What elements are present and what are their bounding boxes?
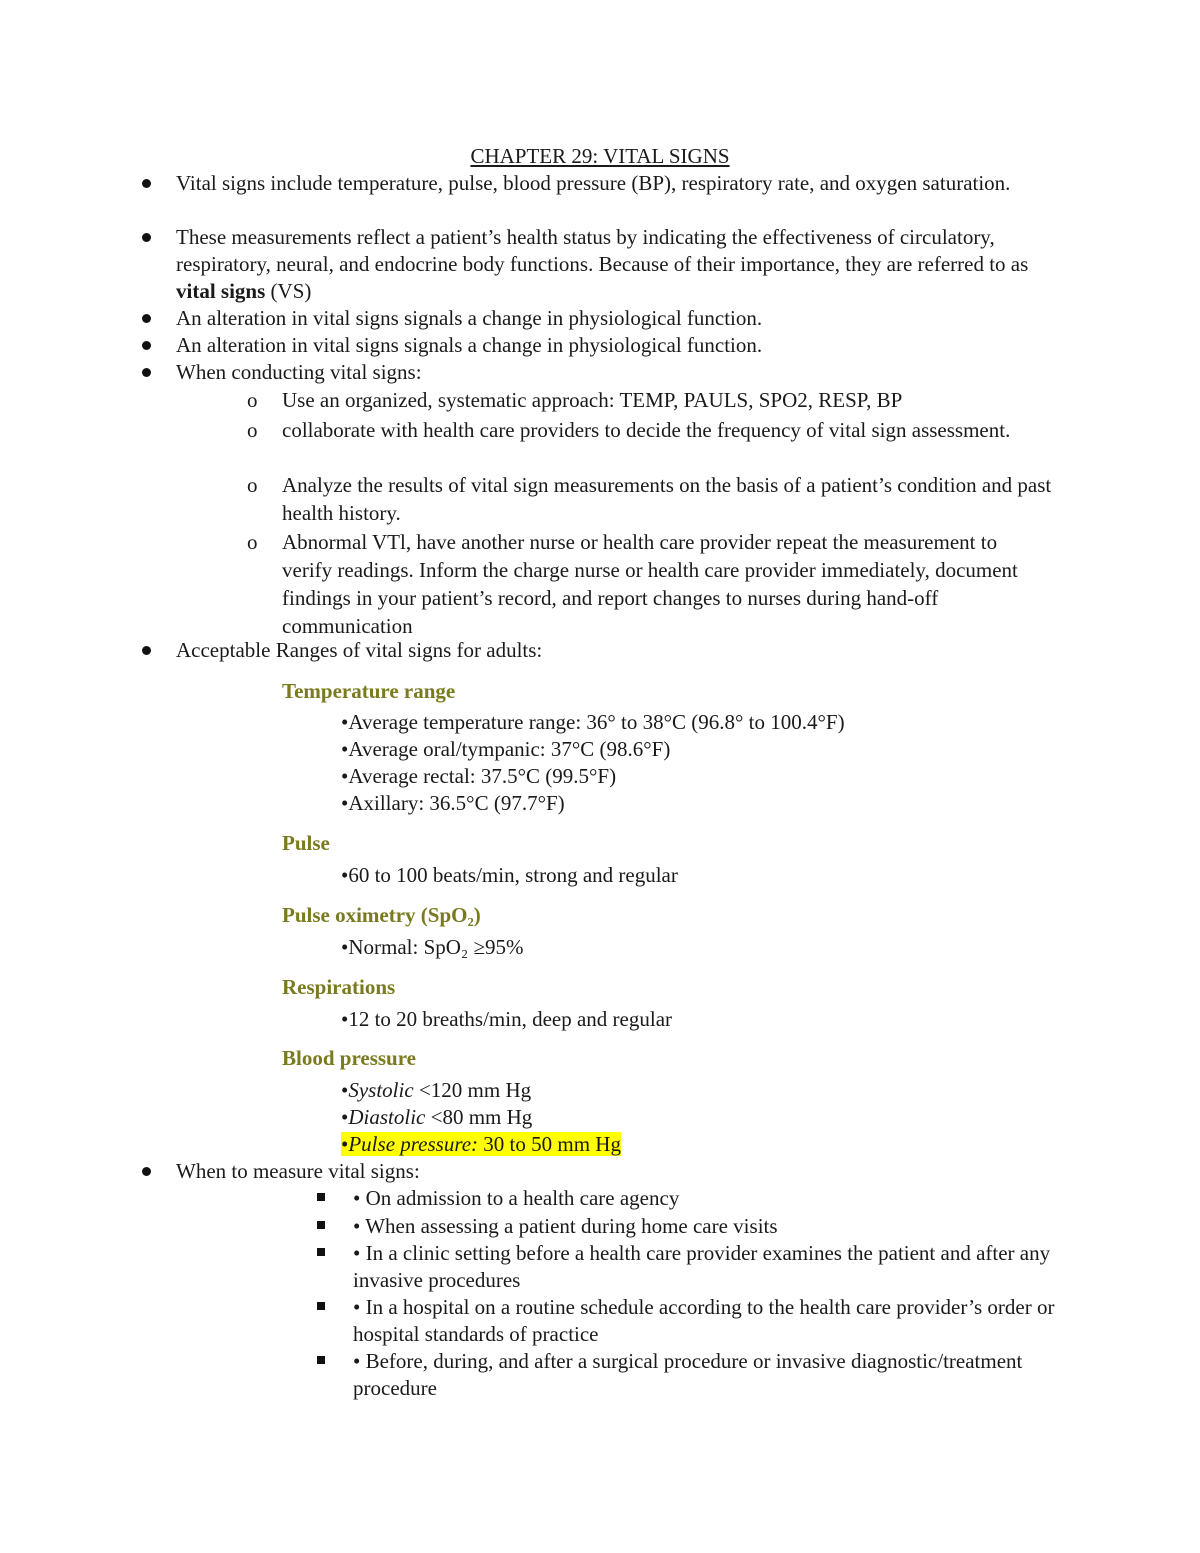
- sub-list-item: [247, 416, 1052, 444]
- circle-bullet-icon: o: [247, 418, 258, 442]
- when-item-text: • In a clinic setting before a health care provider examines the patient and after any invasive procedures: [353, 1241, 1051, 1292]
- list-item: [176, 170, 1056, 197]
- range-item: •Average temperature range: 36° to 38°C (96.8° to 100.4°F): [341, 710, 845, 734]
- bullet-icon: [142, 179, 151, 188]
- systolic-value: <120 mm Hg: [413, 1078, 532, 1102]
- sub-list-item: [247, 528, 1052, 640]
- section-heading-spo2: Pulse oximetry (SpO₂): [282, 903, 481, 927]
- bullet-text: An alteration in vital signs signals a change in physiological function.: [176, 306, 763, 330]
- bold-term: vital signs: [176, 279, 266, 303]
- diastolic-value: <80 mm Hg: [425, 1105, 533, 1129]
- range-item-pulse-pressure: [341, 1131, 621, 1158]
- diastolic-label: Diastolic: [348, 1105, 426, 1129]
- square-bullet-icon: [317, 1248, 325, 1256]
- range-item: •Average rectal: 37.5°C (99.5°F): [341, 764, 617, 788]
- section-heading-pulse: Pulse: [282, 831, 330, 855]
- sub-item-text: Analyze the results of vital sign measurements on the basis of a patient’s condition and past health history.: [282, 473, 1052, 525]
- circle-bullet-icon: o: [247, 473, 258, 497]
- sub-item-text: collaborate with health care providers to decide the frequency of vital sign assessment.: [282, 418, 1011, 442]
- highlighted-text: [341, 1132, 621, 1156]
- sub-list-item: [247, 386, 1052, 414]
- sub-list-item: [247, 471, 1052, 527]
- bullet-icon: [142, 646, 151, 655]
- sub-item-text: Abnormal VTl, have another nurse or health care provider repeat the measurement to verify readings. Inform the charge nurse or health care provider immediately, document findings in your patient’s record, and report changes to nurses during hand-off communication: [282, 530, 1018, 638]
- range-item-systolic: [341, 1077, 531, 1104]
- when-item-text: • In a hospital on a routine schedule according to the health care provider’s order or hospital standards of practice: [353, 1295, 1055, 1346]
- when-list-item: [353, 1185, 1073, 1212]
- circle-bullet-icon: o: [247, 530, 258, 554]
- bullet-text: When conducting vital signs:: [176, 360, 422, 384]
- list-item: [176, 1158, 1056, 1185]
- bullet-icon: [142, 341, 151, 350]
- list-item: [176, 332, 1056, 359]
- bullet-text: These measurements reflect a patient’s health status by indicating the effectiveness of circulatory, respiratory, neural, and endocrine body functions. Because of their importance, they are referred to as: [176, 225, 1029, 276]
- when-list-item: [353, 1294, 1073, 1348]
- systolic-label: Systolic: [348, 1078, 414, 1102]
- square-bullet-icon: [317, 1356, 325, 1364]
- range-item: •60 to 100 beats/min, strong and regular: [341, 863, 678, 887]
- when-item-text: • On admission to a health care agency: [353, 1186, 680, 1210]
- list-item: [176, 305, 1056, 332]
- section-heading-temperature: Temperature range: [282, 679, 456, 703]
- bullet-text: Vital signs include temperature, pulse, blood pressure (BP), respiratory rate, and oxygen saturation.: [176, 171, 1011, 195]
- range-item: •Normal: SpO₂ ≥95%: [341, 935, 524, 959]
- section-heading-blood-pressure: Blood pressure: [282, 1046, 416, 1070]
- when-list-item: [353, 1348, 1073, 1402]
- bullet-text: When to measure vital signs:: [176, 1159, 420, 1183]
- list-item: [176, 637, 1056, 664]
- square-bullet-icon: [317, 1221, 325, 1229]
- bullet-icon: [142, 1167, 151, 1176]
- pulse-pressure-label: Pulse pressure:: [348, 1132, 479, 1156]
- list-item: [176, 359, 1056, 386]
- section-heading-respirations: Respirations: [282, 975, 396, 999]
- when-list-item: [353, 1240, 1073, 1294]
- bullet-char: •: [341, 1132, 349, 1156]
- list-item: [176, 224, 1056, 305]
- range-item-diastolic: [341, 1104, 532, 1131]
- sub-item-text: Use an organized, systematic approach: TEMP, PAULS, SPO2, RESP, BP: [282, 388, 903, 412]
- range-item: •Average oral/tympanic: 37°C (98.6°F): [341, 737, 671, 761]
- bullet-char: •: [341, 1105, 349, 1129]
- square-bullet-icon: [317, 1193, 325, 1201]
- bullet-text: Acceptable Ranges of vital signs for adults:: [176, 638, 543, 662]
- when-item-text: • Before, during, and after a surgical procedure or invasive diagnostic/treatment procedure: [353, 1349, 1023, 1400]
- square-bullet-icon: [317, 1302, 325, 1310]
- bullet-char: •: [341, 1078, 349, 1102]
- bullet-icon: [142, 233, 151, 242]
- range-item: •12 to 20 breaths/min, deep and regular: [341, 1007, 673, 1031]
- pulse-pressure-value: 30 to 50 mm Hg: [478, 1132, 621, 1156]
- range-item: •Axillary: 36.5°C (97.7°F): [341, 791, 565, 815]
- bullet-icon: [142, 368, 151, 377]
- when-list-item: [353, 1213, 1073, 1240]
- bullet-icon: [142, 314, 151, 323]
- page-title: CHAPTER 29: VITAL SIGNS: [470, 144, 730, 168]
- bullet-text: An alteration in vital signs signals a change in physiological function.: [176, 333, 763, 357]
- when-item-text: • When assessing a patient during home care visits: [353, 1214, 778, 1238]
- circle-bullet-icon: o: [247, 388, 258, 412]
- bullet-text-tail: (VS): [265, 279, 312, 303]
